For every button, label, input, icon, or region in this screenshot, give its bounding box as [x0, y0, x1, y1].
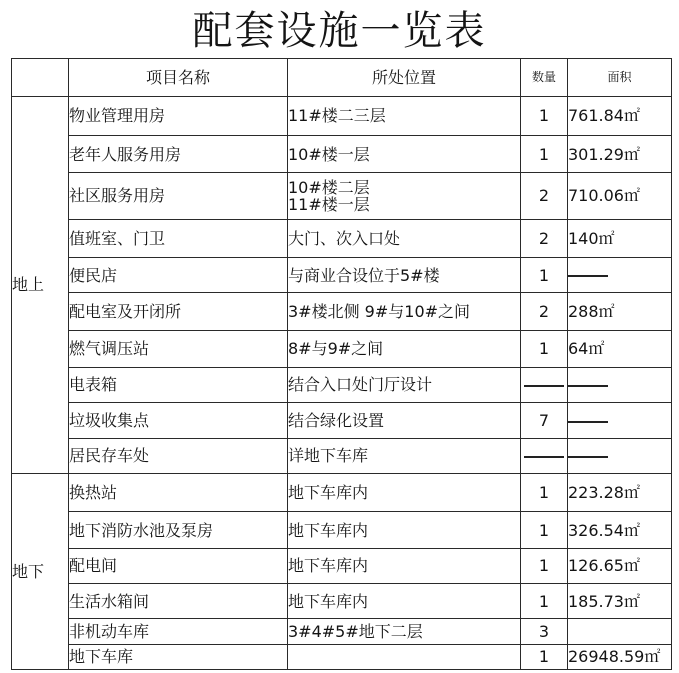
table-row [12, 512, 672, 549]
facility-quantity: 2 [521, 173, 568, 219]
header-location: 所处位置 [288, 59, 521, 97]
table-row [12, 438, 672, 473]
facility-location: 3#4#5#地下二层 [288, 619, 521, 644]
facility-area: 223.28㎡ [568, 473, 672, 512]
facility-name: 地下车库 [69, 644, 288, 669]
facility-quantity: 1 [521, 258, 568, 293]
facility-name: 非机动车库 [69, 619, 288, 644]
dash-mark [524, 385, 564, 387]
facility-name: 便民店 [69, 258, 288, 293]
facility-name: 居民存车处 [69, 438, 288, 473]
facility-location: 11#楼二三层 [288, 96, 521, 135]
facility-quantity [521, 367, 568, 403]
facility-area: 185.73㎡ [568, 583, 672, 619]
facility-location: 10#楼二层 11#楼一层 [288, 173, 521, 219]
facility-quantity: 1 [521, 135, 568, 173]
facility-name: 地下消防水池及泵房 [69, 512, 288, 549]
facility-area: 126.65㎡ [568, 549, 672, 584]
facility-name: 老年人服务用房 [69, 135, 288, 173]
table-row [12, 219, 672, 258]
facility-area [568, 367, 672, 403]
table-row [12, 173, 672, 219]
table-row [12, 367, 672, 403]
header-name: 项目名称 [69, 59, 288, 97]
facility-name: 生活水箱间 [69, 583, 288, 619]
facilities-table [11, 58, 672, 670]
facility-area: 64㎡ [568, 330, 672, 367]
facility-area [568, 258, 672, 293]
table-row [12, 258, 672, 293]
header-blank [12, 59, 69, 97]
table-row [12, 330, 672, 367]
header-row [12, 59, 672, 97]
facility-name: 值班室、门卫 [69, 219, 288, 258]
facility-location: 地下车库内 [288, 549, 521, 584]
table-row [12, 135, 672, 173]
facility-location: 地下车库内 [288, 512, 521, 549]
header-area: 面积 [568, 59, 672, 97]
header-quantity: 数量 [521, 59, 568, 97]
facility-location: 地下车库内 [288, 583, 521, 619]
facility-quantity: 1 [521, 512, 568, 549]
facility-quantity: 3 [521, 619, 568, 644]
facility-area: 140㎡ [568, 219, 672, 258]
dash-mark [568, 385, 608, 387]
facility-quantity: 1 [521, 96, 568, 135]
facility-location: 结合绿化设置 [288, 403, 521, 439]
facility-location [288, 644, 521, 669]
dash-mark [568, 456, 608, 458]
table-row [12, 96, 672, 135]
facility-area: 761.84㎡ [568, 96, 672, 135]
facility-quantity [521, 438, 568, 473]
table-row [12, 403, 672, 439]
table-row [12, 644, 672, 669]
facility-quantity: 1 [521, 330, 568, 367]
facility-name: 物业管理用房 [69, 96, 288, 135]
facility-area: 26948.59㎡ [568, 644, 672, 669]
facility-name: 燃气调压站 [69, 330, 288, 367]
facility-name: 社区服务用房 [69, 173, 288, 219]
facility-quantity: 2 [521, 219, 568, 258]
facility-area: 288㎡ [568, 293, 672, 331]
facility-location: 结合入口处门厅设计 [288, 367, 521, 403]
facility-area: 710.06㎡ [568, 173, 672, 219]
facility-area [568, 619, 672, 644]
facility-location: 3#楼北侧 9#与10#之间 [288, 293, 521, 331]
facility-quantity: 1 [521, 644, 568, 669]
table-row [12, 473, 672, 512]
dash-mark [568, 421, 608, 423]
facility-quantity: 1 [521, 549, 568, 584]
facility-quantity: 7 [521, 403, 568, 439]
facility-location: 10#楼一层 [288, 135, 521, 173]
table-row [12, 293, 672, 331]
facility-area [568, 403, 672, 439]
table-row [12, 549, 672, 584]
facility-location: 详地下车库 [288, 438, 521, 473]
dash-mark [568, 275, 608, 277]
page-title: 配套设施一览表 [192, 8, 487, 54]
facility-area: 301.29㎡ [568, 135, 672, 173]
category-below: 地下 [12, 473, 69, 669]
facility-name: 配电室及开闭所 [69, 293, 288, 331]
facility-quantity: 2 [521, 293, 568, 331]
facility-location: 8#与9#之间 [288, 330, 521, 367]
table-row [12, 583, 672, 619]
facility-location: 地下车库内 [288, 473, 521, 512]
facility-name: 垃圾收集点 [69, 403, 288, 439]
category-above: 地上 [12, 96, 69, 473]
facility-name: 电表箱 [69, 367, 288, 403]
facility-location: 与商业合设位于5#楼 [288, 258, 521, 293]
facility-name: 换热站 [69, 473, 288, 512]
facility-quantity: 1 [521, 583, 568, 619]
table-row [12, 619, 672, 644]
facility-quantity: 1 [521, 473, 568, 512]
facility-area [568, 438, 672, 473]
facility-location: 大门、次入口处 [288, 219, 521, 258]
facility-name: 配电间 [69, 549, 288, 584]
dash-mark [524, 456, 564, 458]
facility-area: 326.54㎡ [568, 512, 672, 549]
